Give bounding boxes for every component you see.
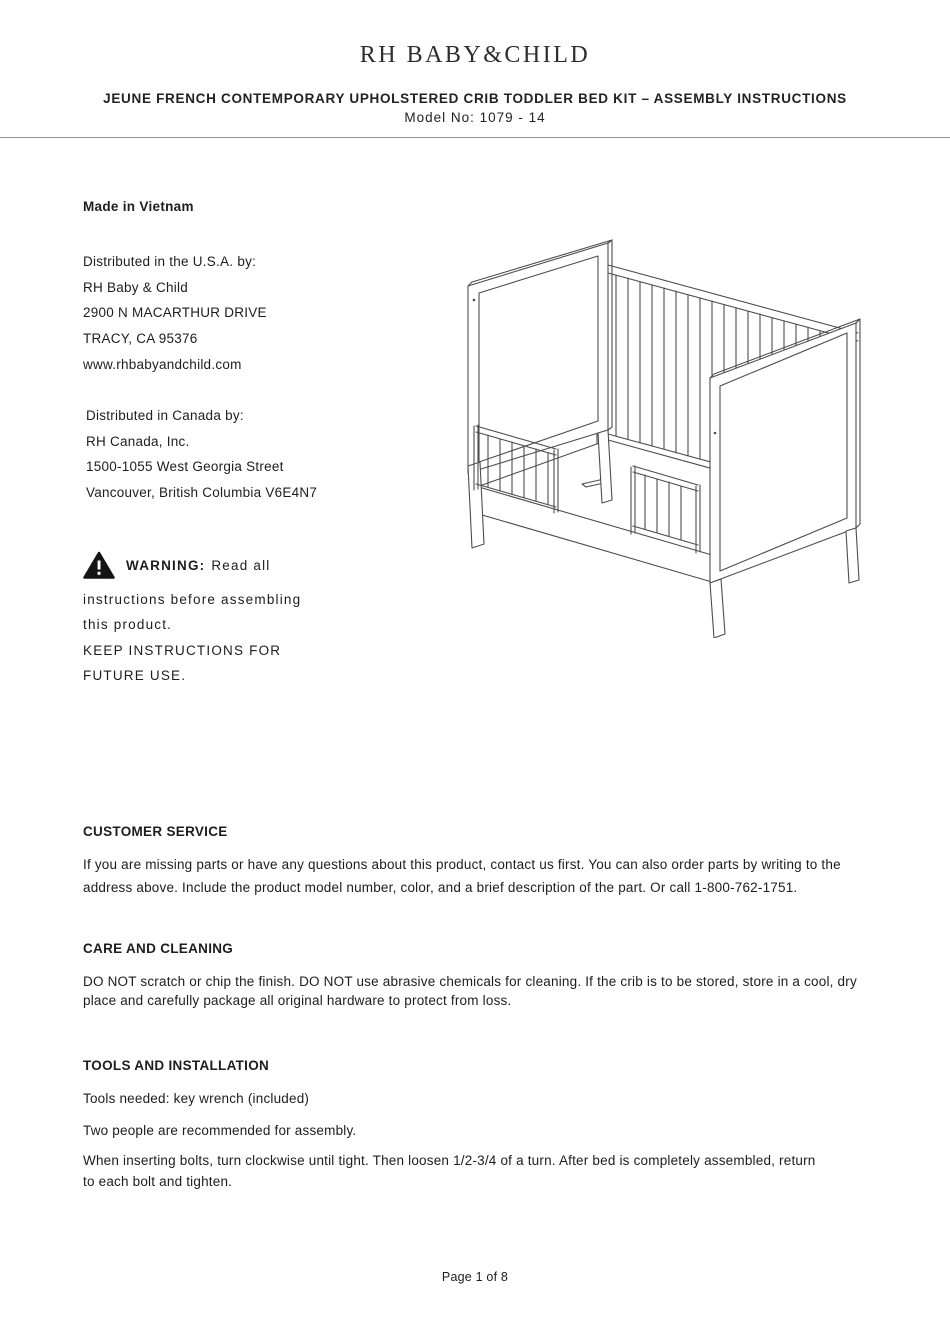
made-in-label: Made in Vietnam (83, 199, 194, 214)
address-line: RH Baby & Child (83, 279, 189, 295)
warning-text-line: this product. (83, 617, 173, 633)
canada-distribution-block (86, 403, 317, 506)
page-number: Page 1 of 8 (441, 1270, 509, 1284)
warning-block (83, 551, 353, 689)
footboard-front-leg (710, 579, 725, 638)
address-line: TRACY, CA 95376 (83, 331, 198, 347)
section-heading-care-cleaning: CARE AND CLEANING (83, 941, 234, 956)
footboard-panel (710, 323, 856, 583)
warning-text-line: FUTURE USE. (83, 668, 187, 684)
warning-text-start: Read all (211, 558, 271, 573)
bolt-instruction-text: When inserting bolts, turn clockwise until tight. Then loosen 1/2-3/4 of a turn. After bed is completely assembled, return to each bolt and tighten. (83, 1153, 816, 1189)
section-heading-tools: TOOLS AND INSTALLATION (83, 1058, 270, 1073)
address-line: Vancouver, British Columbia V6E4N7 (86, 485, 318, 501)
usa-distribution-block (83, 249, 267, 378)
address-line: Distributed in the U.S.A. by: (83, 254, 257, 269)
address-line: RH Canada, Inc. (86, 433, 190, 449)
two-people-text: Two people are recommended for assembly. (83, 1123, 357, 1138)
document-title: JEUNE FRENCH CONTEMPORARY UPHOLSTERED CRIB TODDLER BED KIT – ASSEMBLY INSTRUCTIONS (103, 91, 847, 106)
section-care-cleaning (83, 941, 865, 1010)
footboard-back-leg (846, 528, 859, 583)
section-heading-customer-service: CUSTOMER SERVICE (83, 824, 228, 839)
warning-triangle-icon (83, 551, 115, 580)
section-body-care-cleaning: DO NOT scratch or chip the finish. DO NOT use abrasive chemicals for cleaning. If the crib is to be stored, store in a cool, dry place and carefully package all original hardware to protect from loss. (83, 974, 857, 1008)
warning-first-line (83, 551, 353, 580)
model-number: Model No: 1079 - 14 (404, 110, 546, 125)
headboard-front-leg (468, 462, 484, 548)
address-line: 2900 N MACARTHUR DRIVE (83, 305, 267, 321)
headboard-panel (468, 243, 608, 473)
section-tools-installation (83, 1058, 828, 1192)
address-line: 1500-1055 West Georgia Street (86, 459, 284, 475)
warning-label: WARNING: (126, 558, 206, 573)
warning-text-line: KEEP INSTRUCTIONS FOR (83, 642, 282, 658)
tools-needed-text: Tools needed: key wrench (included) (83, 1091, 310, 1106)
section-body-customer-service: If you are missing parts or have any questions about this product, contact us first. You can also order parts by writing to the address above. Include the product model number, color, and a brief description of the part. Or call 1-800-762-1751. (83, 857, 841, 895)
brand-logo: RH BABY&CHILD (359, 42, 591, 68)
crib-illustration (458, 238, 870, 638)
header-divider (0, 137, 950, 138)
address-line: Distributed in Canada by: (86, 408, 244, 423)
section-customer-service (83, 824, 873, 899)
website-text: www.rhbabyandchild.com (83, 356, 242, 372)
back-top-rail (608, 265, 858, 333)
warning-text-line: instructions before assembling (83, 592, 302, 607)
